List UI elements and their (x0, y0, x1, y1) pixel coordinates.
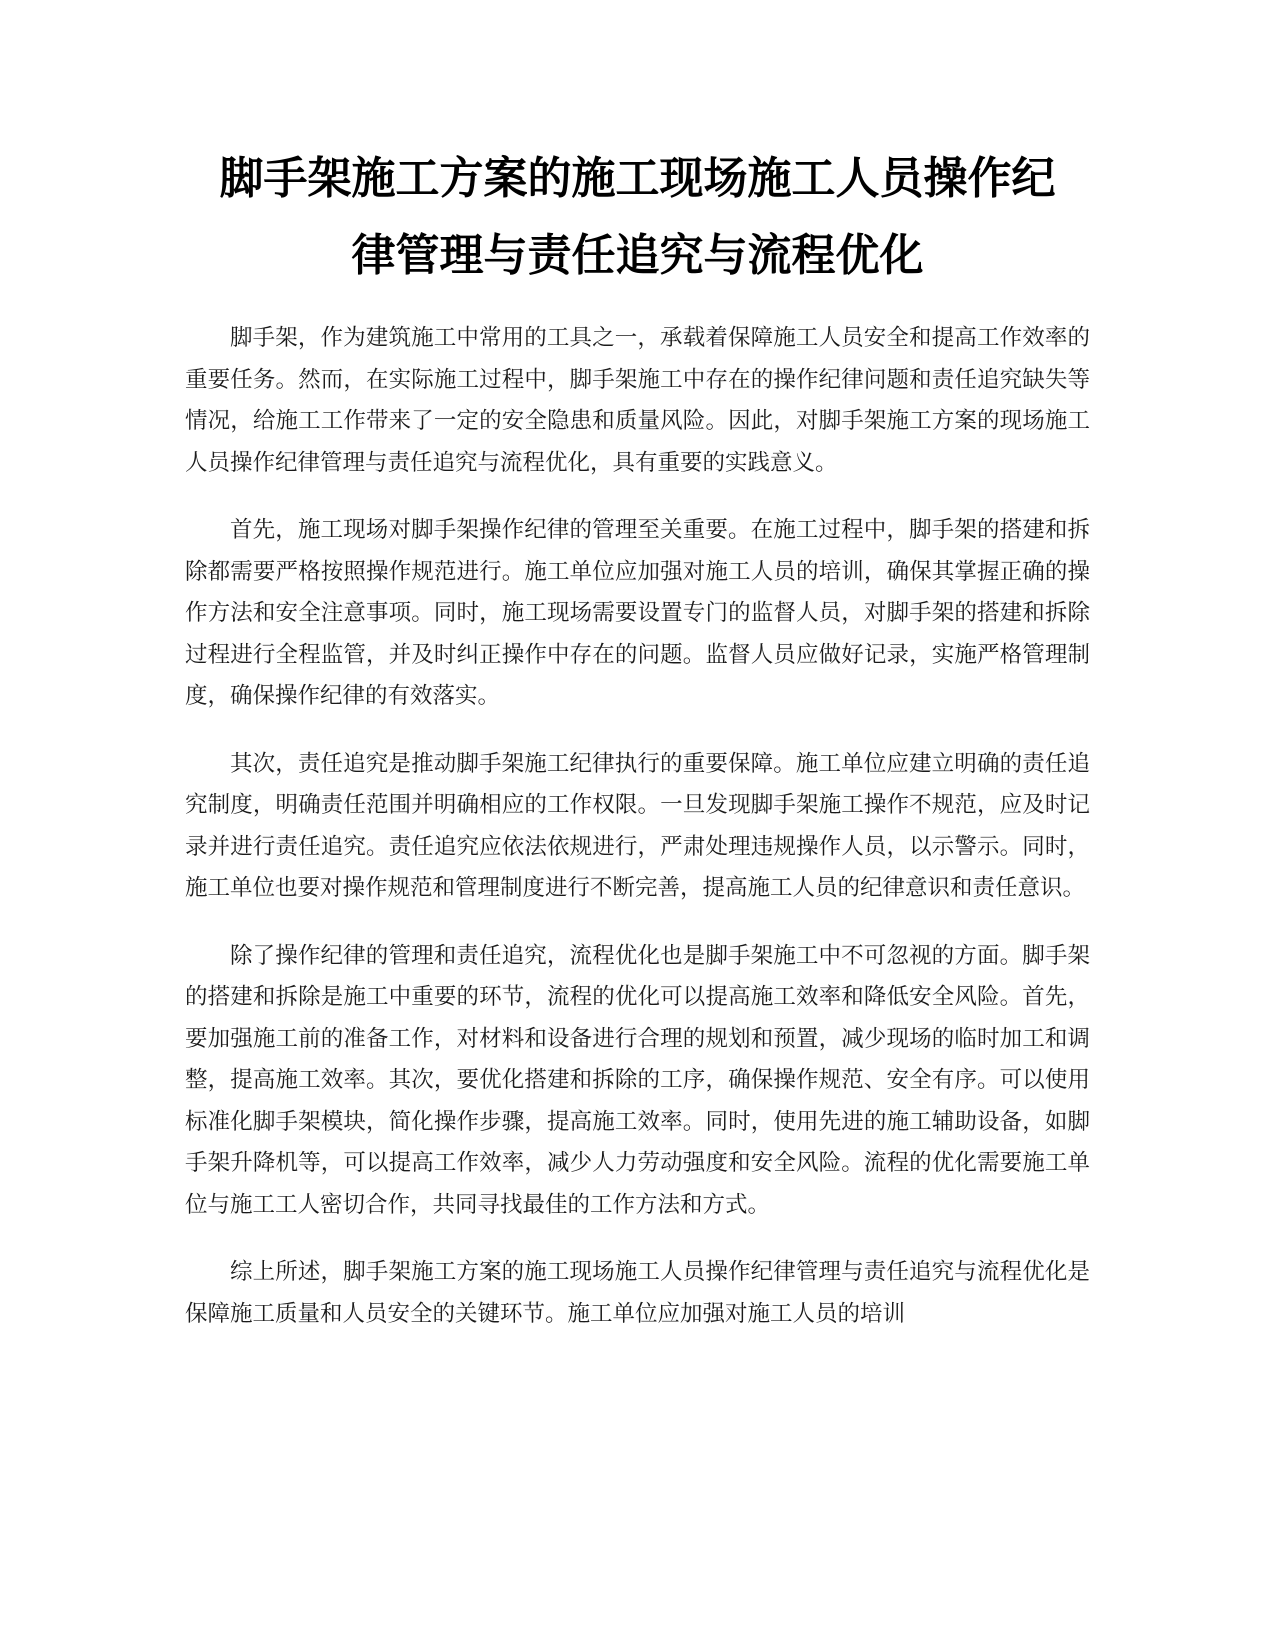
paragraph-process-optimization: 除了操作纪律的管理和责任追究，流程优化也是脚手架施工中不可忽视的方面。脚手架的搭建和拆除是施工中重要的环节，流程的优化可以提高施工效率和降低安全风险。首先，要加强施工前的准备工作，对材料和设备进行合理的规划和预置，减少现场的临时加工和调整，提高施工效率。其次，要优化搭建和拆除的工序，确保操作规范、安全有序。可以使用标准化脚手架模块，简化操作步骤，提高施工效率。同时，使用先进的施工辅助设备，如脚手架升降机等，可以提高工作效率，减少人力劳动强度和安全风险。流程的优化需要施工单位与施工工人密切合作，共同寻找最佳的工作方法和方式。 (185, 942, 1090, 1218)
paragraph-accountability: 其次，责任追究是推动脚手架施工纪律执行的重要保障。施工单位应建立明确的责任追究制度，明确责任范围并明确相应的工作权限。一旦发现脚手架施工操作不规范，应及时记录并进行责任追究。责任追究应依法依规进行，严肃处理违规操作人员，以示警示。同时，施工单位也要对操作规范和管理制度进行不断完善，提高施工人员的纪律意识和责任意识。 (185, 750, 1090, 901)
document-title (170, 140, 1105, 294)
paragraph-conclusion: 综上所述，脚手架施工方案的施工现场施工人员操作纪律管理与责任追究与流程优化是保障施工质量和人员安全的关键环节。施工单位应加强对施工人员的培训 (185, 1259, 1090, 1327)
paragraph-discipline-management: 首先，施工现场对脚手架操作纪律的管理至关重要。在施工过程中，脚手架的搭建和拆除都需要严格按照操作规范进行。施工单位应加强对施工人员的培训，确保其掌握正确的操作方法和安全注意事项。同时，施工现场需要设置专门的监督人员，对脚手架的搭建和拆除过程进行全程监管，并及时纠正操作中存在的问题。监督人员应做好记录，实施严格管理制度，确保操作纪律的有效落实。 (185, 517, 1090, 709)
document-title-line-2: 律管理与责任追究与流程优化 (351, 230, 924, 281)
paragraph-intro: 脚手架，作为建筑施工中常用的工具之一，承载着保障施工人员安全和提高工作效率的重要任务。然而，在实际施工过程中，脚手架施工中存在的操作纪律问题和责任追究缺失等情况，给施工工作带来了一定的安全隐患和质量风险。因此，对脚手架施工方案的现场施工人员操作纪律管理与责任追究与流程优化，具有重要的实践意义。 (185, 325, 1090, 476)
document-title-line-1: 脚手架施工方案的施工现场施工人员操作纪 (219, 153, 1056, 204)
document-body (185, 318, 1090, 1361)
